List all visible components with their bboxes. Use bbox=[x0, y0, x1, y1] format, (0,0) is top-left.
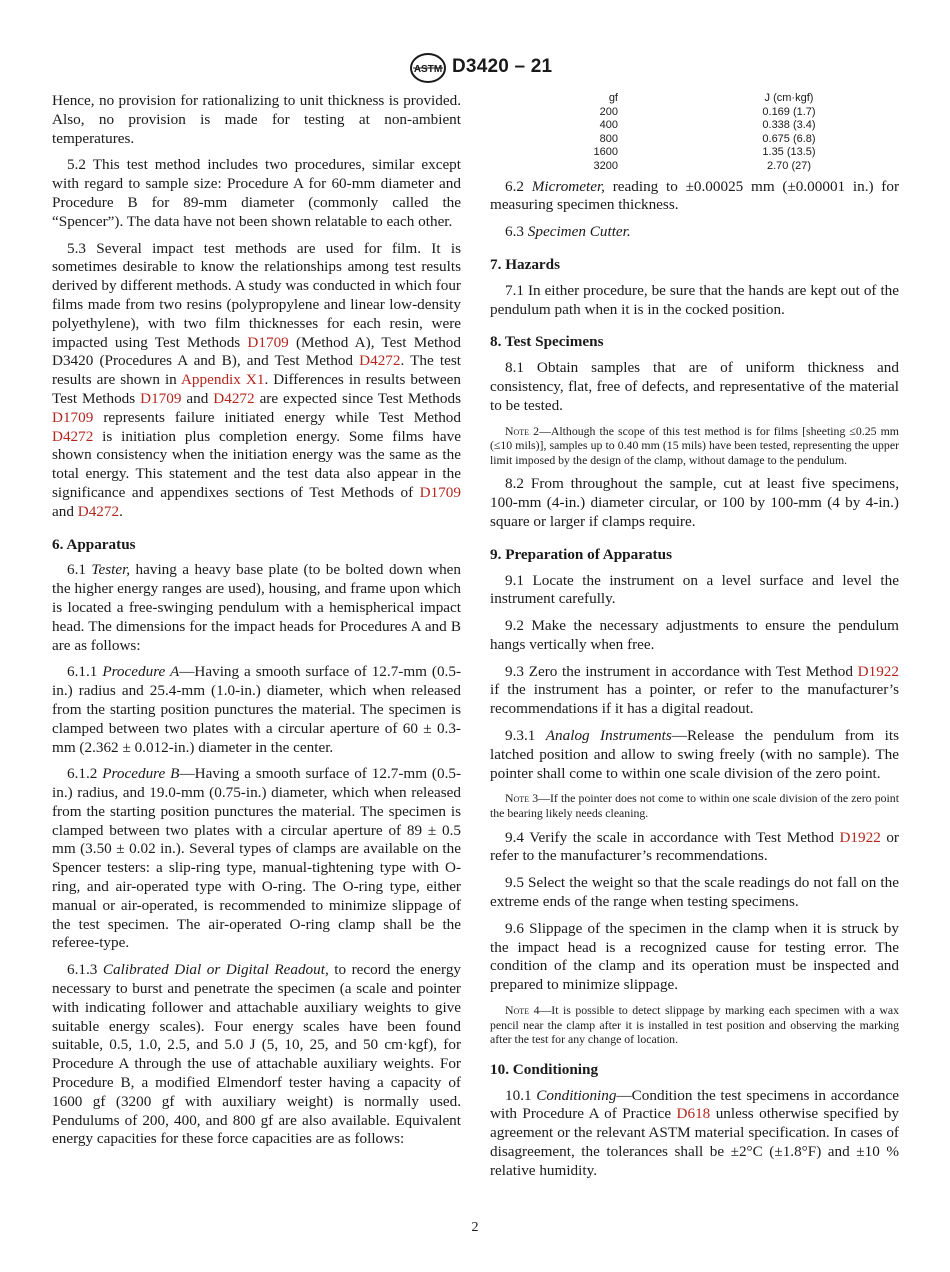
note-4: Note 4—It is possible to detect slippage by marking each specimen with a wax pencil near the clamp after it is installed in test position and observing the marking after the test for any change of location. bbox=[490, 1003, 899, 1047]
table-row bbox=[590, 106, 834, 120]
table-cell: 800 bbox=[599, 132, 618, 145]
paragraph-6-2: 6.2 Micrometer, reading to ±0.00025 mm (±0.00001 in.) for measuring specimen thickness. bbox=[490, 177, 899, 214]
paragraph-6-1-3: 6.1.3 Calibrated Dial or Digital Readout, to record the energy necessary to burst and penetrate the specimen (a scale and pointer with indicating follower and attachable auxiliary weights to give suitable energy scales). Four energy scales have been found suitable, 0.5, 1.0, 2.5, and 5.0 J (5, 10, 25, and 50 cm·kgf), for Procedure A through the use of attachable auxiliary weights. For Procedure B, a modified Elmendorf tester having a capacity of 1600 gf (3200 gf with auxiliary weight) is normally used. Pendulums of 200, 400, and 800 gf are also available. Equivalent energy capacities for these force capacities are as follows: bbox=[52, 961, 462, 1148]
link-d1709[interactable]: D1709 bbox=[140, 389, 182, 407]
svg-text:ASTM: ASTM bbox=[413, 64, 443, 75]
table-header-cell: J (cm·kgf) bbox=[764, 92, 814, 104]
energy-capacity-table bbox=[590, 92, 834, 174]
paragraph-7-1: 7.1 In either procedure, be sure that the hands are kept out of the pendulum path when it is in the cocked position. bbox=[490, 281, 899, 318]
link-d1709[interactable]: D1709 bbox=[52, 408, 94, 426]
note-3: Note 3—If the pointer does not come to within one scale division of the zero point the bearing likely needs cleaning. bbox=[490, 791, 899, 821]
table-row bbox=[590, 119, 834, 133]
paragraph-9-6: 9.6 Slippage of the specimen in the clamp when it is struck by the impact head is a recognized cause for testing error. The condition of the clamp and its operation must be inspected and prepared to minimize slippage. bbox=[490, 919, 899, 994]
paragraph-8-2: 8.2 From throughout the sample, cut at least five specimens, 100-mm (4-in.) diameter circular, or 100 by 100-mm (4 by 4-in.) square or larger if clamps require. bbox=[490, 475, 899, 530]
section-heading-apparatus: 6. Apparatus bbox=[52, 535, 136, 553]
paragraph-6-1-2: 6.1.2 Procedure B—Having a smooth surface of 12.7-mm (0.5-in.) radius, and 19.0-mm (0.75-in.) diameter, which when released from the starting position punctures the material. The specimen is clamped between two plates with a circular aperture of 89 ± 0.5 mm (3.50 ± 0.02 in.). Several types of clamps are available on the Spencer testers: a slip-ring type, manual-tightening type with O-ring, and air-operated type with O-ring. The O-ring type, either manual or air-operated, is recommended to minimize slippage of the test specimen. The air-operated O-ring clamp shall be the referee-type. bbox=[52, 765, 462, 952]
link-d1709[interactable]: D1709 bbox=[247, 333, 289, 351]
paragraph-9-4: 9.4 Verify the scale in accordance with Test Method D1922 or refer to the manufacturer’s recommendations. bbox=[490, 828, 899, 865]
paragraph-6-1-1: 6.1.1 Procedure A—Having a smooth surface of 12.7-mm (0.5-in.) radius and 25.4-mm (1.0-in.) diameter, which when released from the starting position punctures the material. The specimen is clamped between two plates with a circular aperture of 60 ± 0.3-mm (2.362 ± 0.012-in.) diameter in the center. bbox=[52, 663, 462, 756]
section-heading-preparation: 9. Preparation of Apparatus bbox=[490, 545, 672, 563]
astm-logo-icon bbox=[409, 52, 447, 84]
table-cell: 0.338 (3.4) bbox=[762, 119, 816, 132]
left-column bbox=[52, 92, 461, 1157]
paragraph-intro: Hence, no provision for rationalizing to unit thickness is provided. Also, no provision is made for testing at non-ambient temperatures. bbox=[52, 92, 461, 147]
link-d1709[interactable]: D1709 bbox=[419, 483, 461, 501]
section-heading-hazards: 7. Hazards bbox=[490, 255, 561, 273]
table-cell: 200 bbox=[599, 105, 618, 118]
paragraph-9-2: 9.2 Make the necessary adjustments to ensure the pendulum hangs vertically when free. bbox=[490, 617, 899, 653]
table-header-row bbox=[590, 92, 834, 106]
page-number: 2 bbox=[471, 1220, 479, 1235]
paragraph-5-3: 5.3 Several impact test methods are used for film. It is sometimes desirable to know the relationships among test results derived by different methods. A study was conducted in which four films made from two resins (polypropylene and linear low-density polyethylene), with two film thicknesses for each resin, were impacted using Test Methods D1709 (Method A), Test Method D3420 (Procedures A and B), and Test Method D4272. The test results are shown in Appendix X1. Differences in results between Test Methods D1709 and D4272 are expected since Test Methods D1709 represents failure initiated energy while Test Method D4272 is initiation plus completion energy. Some films have shown consistency when the initiation energy was the same as the total energy. This statement and the test data also appear in the significance and appendixes sections of Test Methods of D1709 and D4272. bbox=[52, 239, 461, 520]
link-d1922[interactable]: D1922 bbox=[839, 828, 881, 846]
note-2: Note 2—Although the scope of this test method is for films [sheeting ≤0.25 mm (≤10 mils)], samples up to 0.40 mm (15 mils) have been tested, representing the upper limit imposed by the design of the clamp, without damage to the pendulum. bbox=[490, 423, 899, 467]
table-cell: 3200 bbox=[593, 159, 618, 172]
link-d4272[interactable]: D4272 bbox=[52, 427, 94, 445]
link-d4272[interactable]: D4272 bbox=[77, 502, 120, 520]
paragraph-9-3: 9.3 Zero the instrument in accordance with Test Method D1922 if the instrument has a pointer, or refer to the manufacturer’s recommendations if it has a digital readout. bbox=[490, 662, 899, 718]
paragraph-6-3: 6.3 Specimen Cutter. bbox=[505, 223, 631, 241]
document-designation: D3420 – 21 bbox=[452, 56, 553, 77]
table-cell: 0.169 (1.7) bbox=[762, 105, 816, 118]
section-heading-conditioning: 10. Conditioning bbox=[490, 1060, 599, 1078]
link-d4272[interactable]: D4272 bbox=[213, 389, 255, 407]
table-cell: 1600 bbox=[593, 146, 618, 159]
table-cell: 1.35 (13.5) bbox=[762, 146, 816, 159]
link-appendix-x1[interactable]: Appendix X1 bbox=[180, 371, 265, 389]
paragraph-10-1: 10.1 Conditioning—Condition the test specimens in accordance with Procedure A of Practice D618 unless otherwise specified by agreement or the relevant ASTM material specification. In cases of disagreement, the tolerances shall be ±2°C (±1.8°F) and ±10 % relative humidity. bbox=[490, 1086, 900, 1179]
table-header-cell: gf bbox=[608, 92, 618, 104]
table-row bbox=[590, 133, 834, 147]
table-cell: 2.70 (27) bbox=[766, 159, 812, 172]
paragraph-9-1: 9.1 Locate the instrument on a level surface and level the instrument carefully. bbox=[490, 571, 899, 608]
table-cell: 400 bbox=[599, 119, 618, 132]
right-column bbox=[490, 92, 899, 1189]
paragraph-5-2: 5.2 This test method includes two procedures, similar except with regard to sample size: Procedure A for 60-mm diameter and Procedure B for 89-mm diameter (commonly called the “Spencer”). The data have not been shown relatable to each other. bbox=[52, 156, 461, 230]
table-row bbox=[590, 146, 834, 160]
paragraph-6-1: 6.1 Tester, having a heavy base plate (to be bolted down when the higher energy ranges are used), housing, and frame upon which is located a free-swinging pendulum with a hemispherical impact head. The dimensions for the impact heads for Procedures A and B are as follows: bbox=[52, 561, 462, 654]
paragraph-9-5: 9.5 Select the weight so that the scale readings do not fall on the extreme ends of the range when testing specimens. bbox=[490, 874, 899, 911]
link-d618[interactable]: D618 bbox=[676, 1105, 711, 1123]
page-header bbox=[0, 52, 950, 88]
section-heading-test-specimens: 8. Test Specimens bbox=[490, 333, 604, 351]
paragraph-8-1: 8.1 Obtain samples that are of uniform thickness and consistency, flat, free of defects, and representative of the material to be tested. bbox=[490, 359, 899, 414]
paragraph-9-3-1: 9.3.1 Analog Instruments—Release the pendulum from its latched position and allow to swing freely (with no sample). The pointer shall come to within one scale division of the zero point. bbox=[490, 727, 899, 782]
table-cell: 0.675 (6.8) bbox=[762, 132, 816, 145]
link-d1922[interactable]: D1922 bbox=[857, 662, 899, 680]
table-row bbox=[590, 160, 834, 174]
link-d4272[interactable]: D4272 bbox=[359, 352, 401, 370]
